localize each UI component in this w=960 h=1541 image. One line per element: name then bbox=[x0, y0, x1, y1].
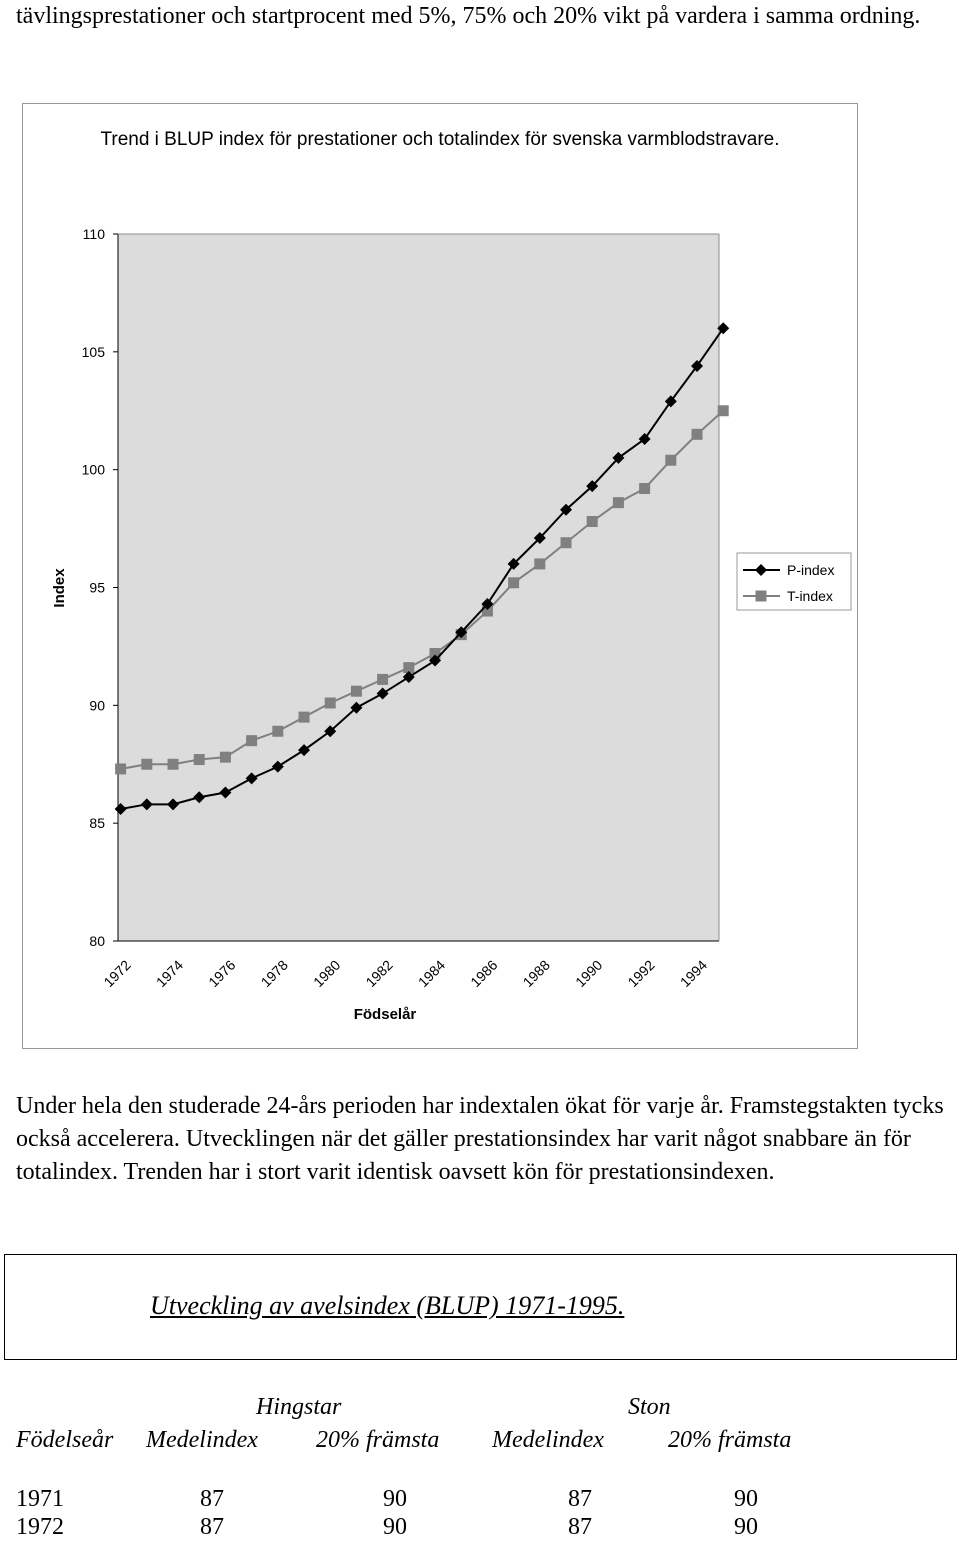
x-tick-label: 1986 bbox=[467, 956, 501, 991]
x-tick-label: 1990 bbox=[572, 956, 606, 991]
plot-area bbox=[118, 234, 719, 941]
y-tick-label: 85 bbox=[89, 815, 105, 832]
y-tick-label: 90 bbox=[89, 697, 105, 714]
table-group-header-stallions: Hingstar bbox=[256, 1394, 342, 1420]
data-point-t-index bbox=[299, 712, 310, 723]
x-tick-label: 1992 bbox=[624, 956, 658, 991]
data-point-t-index bbox=[587, 516, 598, 527]
table-cell: 87 bbox=[568, 1486, 592, 1512]
table-cell: 1972 bbox=[16, 1514, 64, 1540]
table-col-header: Födelseår bbox=[16, 1427, 114, 1453]
section-heading-box bbox=[4, 1254, 957, 1360]
legend-label-t-index: T-index bbox=[787, 588, 833, 604]
x-tick-label: 1974 bbox=[152, 956, 187, 991]
data-point-t-index bbox=[377, 674, 388, 685]
data-point-t-index bbox=[220, 752, 231, 763]
section-title: Utveckling av avelsindex (BLUP) 1971-1995. bbox=[150, 1291, 625, 1320]
x-tick-label: 1988 bbox=[519, 956, 553, 991]
y-tick-label: 80 bbox=[89, 933, 105, 949]
x-tick-label: 1980 bbox=[310, 956, 344, 991]
data-point-t-index bbox=[534, 558, 545, 569]
data-point-t-index bbox=[272, 726, 283, 737]
data-point-t-index bbox=[718, 405, 729, 416]
data-point-t-index bbox=[325, 697, 336, 708]
y-tick-label: 110 bbox=[82, 226, 105, 242]
y-axis-title: Index bbox=[51, 568, 68, 608]
line-chart bbox=[23, 104, 857, 1048]
x-tick-label: 1978 bbox=[257, 956, 291, 991]
table-cell: 90 bbox=[383, 1486, 407, 1512]
table-cell: 90 bbox=[383, 1514, 407, 1540]
data-point-t-index bbox=[692, 429, 703, 440]
data-point-t-index bbox=[639, 483, 650, 494]
legend-marker-t-index bbox=[756, 591, 767, 602]
data-point-t-index bbox=[168, 759, 179, 770]
table-col-header: Medelindex bbox=[146, 1427, 258, 1453]
table-cell: 87 bbox=[200, 1486, 224, 1512]
table-col-header: Medelindex bbox=[492, 1427, 604, 1453]
data-point-t-index bbox=[613, 497, 624, 508]
chart-title: Trend i BLUP index för prestationer och totalindex för svenska varmblodstravare. bbox=[100, 129, 780, 150]
table-cell: 90 bbox=[734, 1486, 758, 1512]
data-point-t-index bbox=[115, 763, 126, 774]
table-col-header: 20% främsta bbox=[316, 1427, 440, 1453]
table-col-header: 20% främsta bbox=[668, 1427, 792, 1453]
legend-label-p-index: P-index bbox=[787, 562, 835, 578]
intro-paragraph: tävlingsprestationer och startprocent med 5%, 75% och 20% vikt på vardera i samma ordning. bbox=[16, 3, 921, 29]
table-cell: 1971 bbox=[16, 1486, 64, 1512]
table-cell: 87 bbox=[568, 1514, 592, 1540]
y-tick-label: 105 bbox=[81, 343, 105, 360]
table-cell: 90 bbox=[734, 1514, 758, 1540]
x-tick-label: 1976 bbox=[205, 956, 239, 991]
body-paragraph: Under hela den studerade 24-års perioden har indextalen ökat för varje år. Framstegstakten tycks också accelerera. Utvecklingen när det gäller prestationsindex har varit något snabbare än för totalindex. Trenden har i stort varit identisk oavsett kön för prestationsindexen. bbox=[16, 1093, 944, 1185]
data-point-t-index bbox=[194, 754, 205, 765]
table-cell: 87 bbox=[200, 1514, 224, 1540]
x-tick-label: 1982 bbox=[362, 956, 396, 991]
data-point-t-index bbox=[351, 686, 362, 697]
table-group-header-mares: Ston bbox=[628, 1394, 671, 1420]
data-point-t-index bbox=[561, 537, 572, 548]
y-tick-label: 100 bbox=[81, 461, 105, 478]
x-tick-label: 1994 bbox=[676, 956, 711, 991]
x-tick-label: 1972 bbox=[100, 956, 134, 991]
data-point-t-index bbox=[665, 455, 676, 466]
data-point-t-index bbox=[508, 577, 519, 588]
data-point-t-index bbox=[246, 735, 257, 746]
y-tick-label: 95 bbox=[89, 579, 105, 596]
x-tick-label: 1984 bbox=[414, 956, 449, 991]
data-point-t-index bbox=[141, 759, 152, 770]
x-axis-title: Födselår bbox=[353, 1006, 417, 1023]
chart-frame bbox=[22, 103, 858, 1049]
